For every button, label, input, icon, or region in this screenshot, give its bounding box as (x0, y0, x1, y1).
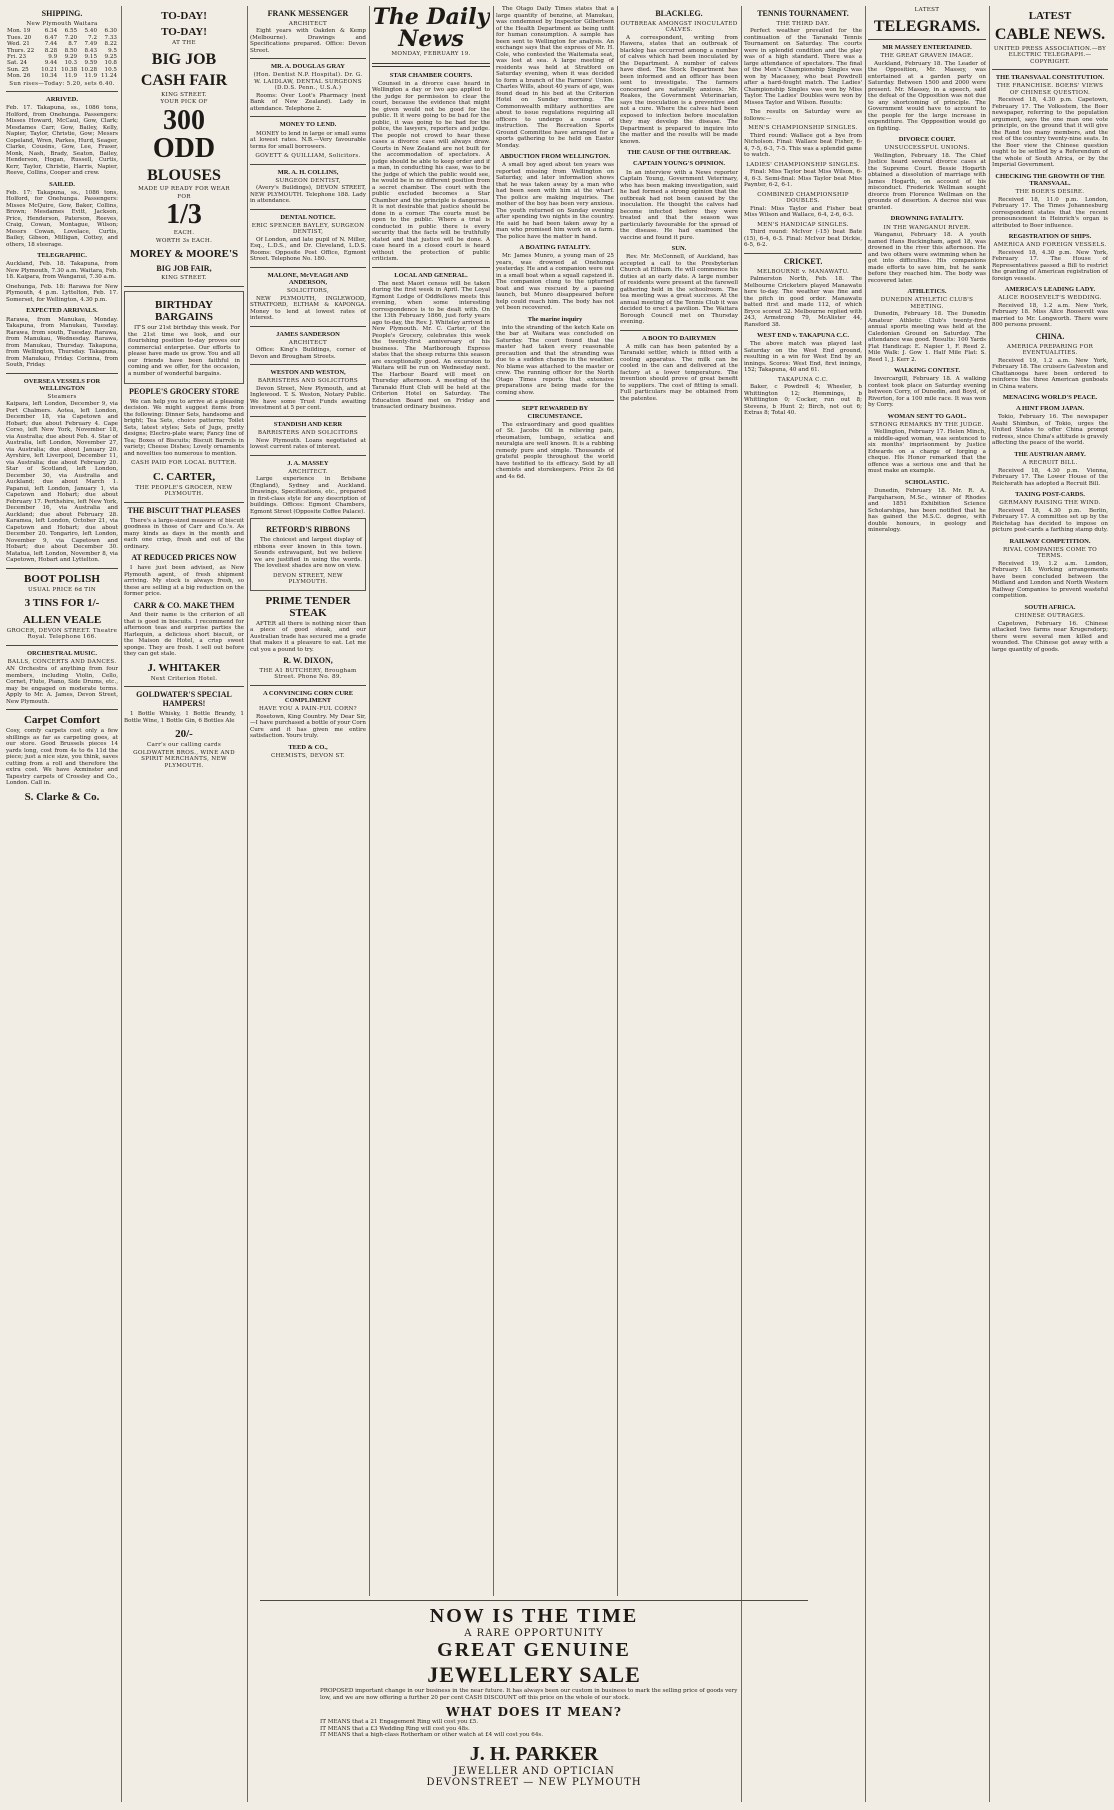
postcards-text: Received 18, 4.30 p.m. Berlin, February 17. A committee set up by the Reichstag has decided to impose on picture post-cards a farthing stamp duty. (992, 507, 1108, 534)
whitaker-sub: Next Criterion Hotel. (150, 675, 218, 682)
tide-cell: 11.24 (100, 73, 117, 80)
reward-text: The extraordinary and good qualities of St. Jacobs Oil in relieving pain, rheumatism, lumbago, sciatica and neuralgia are well known. It is a rubbing remedy pure and simple. Thousands of grateful people throughout the world have testified to its efficacy. Sold by all chemists and storekeepers. Price 2s 6d and 4s 6d. (496, 421, 614, 480)
gaol-sub: STRONG REMARKS BY THE JUDGE. (870, 421, 984, 428)
now-is-the-time: NOW IS THE TIME (429, 1605, 639, 1627)
tide-cell: 8.43 (84, 47, 98, 54)
tide-cell: 6.30 (104, 28, 117, 35)
for-label: FOR (177, 193, 191, 200)
athletics-sub: DUNEDIN ATHLETIC CLUB'S MEETING. (880, 297, 974, 310)
fatality-heading: A BOATING FATALITY. (519, 244, 591, 252)
malone-sub: SOLICITORS, (286, 288, 330, 295)
shipping-heading: SHIPPING. (41, 9, 83, 18)
tide-cell: 10.38 (61, 66, 78, 73)
blackleg-heading: BLACKLEG. (655, 9, 703, 18)
hamper-carr: Carr's our calling cards (146, 742, 222, 749)
china-heading: CHINA. (1035, 331, 1065, 341)
carpet-heading: Carpet Comfort (23, 714, 101, 727)
tide-cell: Wed. 21 (7, 41, 30, 48)
marine-heading: The marine inquiry (527, 315, 583, 323)
tide-cell: 9.29 (64, 53, 78, 60)
railway-text: Received 19, 1.2 a.m. London, February 18. Working arrangements have been concluded between the Midland and London and North Western Railway Companies to prevent wasteful competition. (992, 560, 1108, 600)
carr-text: And their name is the criterion of all that is good in biscuits. I recommend for afternoon teas and surprise parties the Harlequin, a delicious short biscuit, or the Maison de Hotel, a crisp sweet sponge. They are fresh. I sell out before they can get stale. (124, 612, 244, 658)
column-ads-left (124, 6, 244, 1802)
goldwater-heading: GOLDWATER'S SPECIAL HAMPERS! (136, 690, 232, 709)
menacing-heading: MENACING WORLD'S PEACE. (1002, 394, 1098, 402)
expected-heading: EXPECTED ARRIVALS. (26, 307, 98, 315)
tide-cell: 10.8 (104, 60, 117, 67)
africa-heading: SOUTH AFRICA. (1024, 603, 1076, 611)
worth-label: WORTH 3s EACH. (155, 237, 213, 244)
steamers-label: Steamers (47, 393, 77, 400)
tide-cell: Mon. 26 (7, 73, 31, 80)
biscuit-heading: THE BISCUIT THAT PLEASES (127, 505, 241, 515)
mean-2: IT MEANS that a £3 Wedding Ring will cost you 48s. (320, 1725, 470, 1732)
tide-cell: 9.9 (48, 53, 58, 60)
dairymen-text: A milk can has been patented by a Taranaki settler, which is fitted with a cooling apparatus. The milk can be cooled in the can and delivered at the factory at a lower temperature. The invention should prove of great benefit to suppliers. The cost of fitting is small. Full particulars may be obtained from the patentee. (620, 343, 738, 402)
postcards-sub: GERMANY RAISING THE WIND. (999, 500, 1101, 507)
boot-offer: 3 TINS FOR 1/- (24, 597, 100, 610)
weston-name: WESTON AND WESTON, (270, 369, 346, 377)
cause-heading: THE CAUSE OF THE OUTBREAK. (627, 149, 731, 157)
tide-cell: 7.20 (64, 34, 78, 41)
column5-top-text: The Otago Daily Times states that a large quantity of benzine, at Manukau, was condemned by Inspector Gilbertson of the Health Department as being unfit for human consumption. A sample has been sent to Wellington for analysis. An exchange says that the express of Mr. H. Cole, who contested the Waitemata seat, was lost at sea. A large meeting of residents was held at Stratford on Saturday evening, when it was decided to form a branch of the Farmers' Union. Charles Wills, about 40 years of age, was found dead in his bed at the Criterion Hotel on Sunday morning. The Commonwealth military authorities are about to issue regulations requiring all officers to undergo a course of instruction. The Recreation Sports Ground Committee have arranged for a sports gathering to be held on Easter Monday. (496, 6, 614, 149)
checking-heading: CHECKING THE GROWTH OF THE TRANSVAAL. (995, 172, 1105, 187)
tide-cell: 8.22 (104, 41, 117, 48)
transvaal-sub: THE FRANCHISE. BOERS' VIEWS OF CHINESE QUESTION. (996, 83, 1104, 96)
sun-text: Rev. Mr. McConnell, of Auckland, has accepted a call to the Presbyterian Church at Eltham. He will commence his duties at an early date. A large number of residents were present at the farewell gathering held in the schoolroom. The tea meeting was a great success. At the annual meeting of the Tennis Club it was decided to erect a pavilion. The Waitara Borough Council met on Thursday evening. (620, 254, 738, 326)
birthday-ad (124, 291, 244, 384)
column-rule (493, 6, 494, 1596)
what-does-it-mean: WHAT DOES IT MEAN? (446, 1705, 622, 1719)
blackleg-text: A correspondent, writing from Hawera, states that an outbreak of blackleg has occurred among a number of calves which had been inoculated by the Department. A number of calves have died. The Stock Department has been informed and an officer has been sent to investigate. The farmers concerned are naturally anxious. Mr. Reakes, the Government Veterinarian, says the inoculation is a preventive and not a cure. Where the calves had been exposed to infection before inoculation they may develop the disease. The Department is prepared to inquire into the matter and the results will be made known. (620, 34, 738, 145)
goldwater-sub: GOLDWATER BROS., WINE AND SPIRIT MERCHANTS, NEW PLYMOUTH. (133, 749, 235, 769)
telegrams-heading: TELEGRAMS. (873, 17, 981, 35)
tide-cell: 10.34 (41, 73, 58, 80)
china-sub: AMERICA PREPARING FOR EVENTUALITIES. (1006, 343, 1094, 357)
sailed-text: Feb. 17: Takapuna, ss., 1086 tons, Holford, for Onehunga. Passengers: Misses McQuire, Gow, Baker, Collins, Brown; Mesdames Evitt, Jackson, Price, Henderson, Paterson, Reeves, Craig, Cowan, Montague, Wilson; Messrs Cowan, Lovelace, Curtis, Bailey, Gibson, Milligan, Cottey, and others, 18 steerage. (6, 189, 118, 248)
captain-text: In an interview with a News reporter Captain Young, Government Veterinary, who has been making investigation, said he had formed a strong opinion that the outbreak had not been caused by the inoculation. He thought the calves had become infected before they were treated and that the season was particularly favourable for the spread of the disease. He had examined the vaccine and found it pure. (620, 169, 738, 241)
king-street: KING STREET. (161, 91, 207, 98)
music-sub: BALLS, CONCERTS AND DANCES. (7, 658, 117, 665)
tide-cell: 10.3 (64, 60, 78, 67)
whitaker: J. WHITAKER (147, 661, 221, 674)
divorce-text: Wellington, February 18. The Chief Justice heard several divorce cases at the Supreme Court. Bessie Hogarth obtained a dissolution of marriage with James Hogarth, on account of his misconduct. Frederick Wellman sought divorce from Florence Wellman on the grounds of desertion. A decree nisi was granted. (868, 152, 986, 211)
tide-cell: Tues. 20 (7, 34, 32, 41)
transvaal-heading: THE TRANSVAAL CONSTITUTION. (995, 74, 1105, 82)
tide-cell: 7.33 (104, 34, 117, 41)
reduced-heading: AT REDUCED PRICES NOW (131, 553, 237, 563)
handicap-text: Third round: McIvor (-15) beat Bate (15), 6-4, 6-3. Final: McIvor beat Dickie, 6-5, 6-2. (744, 229, 862, 249)
arrived-heading: ARRIVED. (46, 96, 78, 104)
dixon-sub: THE A1 BUTCHERY, Brougham Street. Phone No. 89. (259, 667, 357, 681)
column-rule (741, 6, 742, 1802)
issue-date: MONDAY, FEBRUARY 19. (391, 51, 471, 57)
austrian-heading: THE AUSTRIAN ARMY. (1014, 450, 1086, 458)
column-telegrams (868, 6, 986, 1802)
registration-text: Received 18, 4.30 p.m. New York, February 17. The House of Representatives passed a Bill to restrict the granting of American registration of foreign vessels. (992, 249, 1108, 282)
hamper-items: 1 Bottle Whisky, 1 Bottle Brandy, 1 Bottle Wine, 1 Bottle Gin, 6 Bottles Ale (124, 711, 244, 724)
hint-text: Tokio, February 16. The newspaper Asahi Shimbun, of Tokio, urges the United States to offer China prompt redress, since China's attitude is gravely affecting the peace of the world. (992, 414, 1108, 447)
birthday-heading: BIRTHDAY BARGAINS (154, 298, 214, 323)
column-shipping (6, 6, 118, 1802)
cricket-text: Palmerston North, Feb. 18. The Melbourne Cricketers played Manawatu here to-day. The weather was fine and the pitch in good order. Manawatu batted first and made 112, of which Bryce scored 32. Melbourne replied with 243, Armstrong 79, McAlister 44, Ransford 38. (744, 276, 862, 328)
jewellery-sale: JEWELLERY SALE (427, 1662, 641, 1687)
massey-entertained-heading: MR MASSEY ENTERTAINED. (882, 44, 972, 52)
messenger-name: FRANK MESSENGER (267, 9, 349, 18)
tide-cell: 7.44 (44, 41, 58, 48)
blouse-price: 1/3 (166, 199, 202, 231)
west-end-heading: WEST END v. TAKAPUNA C.C. (757, 332, 849, 340)
oversea-text: Kaipara, left London, December 9, via Port Chalmers. Aotea, left London, December 18, via Capetown and Hobart; due about February 4. Cape Corso, left New York, November 18, via Australia; due about Feb. 4. Star of Australia, left London, November 27, via Australia; due about January 20. Ayrshire, left Liverpool, December 11, via Australia; due about February 20. Star of Scotland, left London, December 30, via Australia and Auckland; due about March 1. Papanui, left London, January 1, via Capetown and Hobart; due about February 17. Perthshire, left New York, December 16, via Australia and Auckland; due about February 28. Karamea, left London, October 21, via Capetown and Hobart; due about December 20. Tongariro, left London, November 9, via Capetown and Hobart; due about December 30. Matatua, left London, November 8, via Capetown, Hobart and Lyttelton. (6, 401, 118, 564)
athletics-text: Dunedin, February 18. The Dunedin Amateur Athletic Club's twenty-first annual sports meeting was held at the Caledonian Ground on Saturday. The attendance was good. Results: 100 Yards Flat Handicap: E. Napier 1, F. Reed 2. Mile Walk: J. Gow 1. Half Mile Flat: S. Reed 1, J. Kerr 2. (868, 311, 986, 363)
tide-cell: 10.5 (104, 66, 117, 73)
boot-usual-price: USUAL PRICE 6d TIN (27, 586, 97, 593)
retford-text: The choicest and largest display of ribbons ever known in this town. Sounds extravagant, but we believe we are justified in using the words. The loveliest shades are now on view. (254, 537, 362, 569)
money-heading: MONEY TO LEND. (279, 121, 337, 129)
tide-row (6, 73, 118, 79)
today-2: TO-DAY! (161, 26, 207, 39)
tennis-third-day: THE THIRD DAY. (776, 20, 830, 27)
column-professional (250, 6, 366, 1596)
king-street-2: KING STREET. (161, 275, 207, 282)
cable-sub: UNITED PRESS ASSOCIATION.—BY ELECTRIC TELEGRAPH.—COPYRIGHT. (993, 45, 1107, 65)
tide-cell: 11.9 (84, 73, 98, 80)
sun-heading: SUN. (671, 245, 687, 253)
tennis-results-intro: The results on Saturday were as follows:— (744, 109, 862, 122)
tide-cell: 8.28 (44, 47, 58, 54)
biscuit-text: There's a large-sized measure of biscuit goodness in those of Carr and Co.'s. As many kinds as days in the month and each one crisp, fresh and out of the ordinary. (124, 517, 244, 550)
parker-sub: JEWELLER AND OPTICIAN (453, 1765, 615, 1777)
tide-cell: 8.7 (68, 41, 78, 48)
made-up: MADE UP READY FOR WEAR (138, 186, 230, 193)
hint-heading: A HINT FROM JAPAN. (1015, 405, 1084, 413)
tide-cell: Sat. 24 (7, 60, 28, 67)
today-1: TO-DAY! (161, 10, 207, 22)
column-rule (121, 6, 122, 1802)
tide-cell: 10.21 (41, 66, 58, 73)
reduced-text: I have just been advised, as New Plymouth agent, of fresh shipment arriving. My stock is always fresh, so these are selling at a big reduction on the former price. (124, 565, 244, 598)
divorce-sub: UNSUCCESSFUL UNIONS. (884, 145, 970, 152)
tides-heading: New Plymouth Waitara (26, 20, 98, 27)
handicap-heading: MEN'S HANDICAP SINGLES. (757, 221, 849, 228)
massey-sub: ARCHITECT. (288, 468, 328, 475)
cricket-sub: MELBOURNE v. MANAWATU. (756, 268, 850, 275)
messenger-architect: ARCHITECT (288, 20, 328, 27)
steak-text: AFTER all there is nothing nicer than a piece of good steak, and our Australian trade has secured me a grade that makes it a pleasure to eat. Let me cut you a pound to try. (250, 620, 366, 653)
registration-sub: AMERICA AND FOREIGN VESSELS. (993, 242, 1107, 249)
tide-cell: 7.49 (84, 41, 98, 48)
hamper-price: 20/- (175, 728, 193, 741)
scholastic-heading: SCHOLASTIC. (904, 478, 950, 486)
dixon-name: R. W. DIXON, (283, 656, 333, 666)
tide-cell: Fri. 23 (7, 53, 27, 60)
standish-text: New Plymouth. Loans negotiated at lowest current rates of interest. (250, 437, 366, 451)
leading-lady-text: Received 18, 1.2 a.m. New York, February 18. Miss Alice Roosevelt was married to Mr. Longworth. There were 800 persons present. (992, 302, 1108, 329)
column-rule (369, 6, 370, 1596)
gaol-heading: WOMAN SENT TO GAOL. (887, 412, 967, 420)
parker-name: J. H. PARKER (469, 1742, 599, 1765)
sanderson-sub: ARCHITECT (288, 339, 328, 346)
expected-text: Rarawa, from Manukau, Monday. Takapuna, from Manukau, Tuesday. Rarawa, from south, Tuesday. Rarawa, from Manukau, Wednesday. Rarawa, from Manukau, Thursday. Takapuna, from Wellington, Thursday. Takapuna, from Manukau, Friday. Corinna, from South, Friday. (6, 316, 118, 369)
carter: C. CARTER, (152, 470, 216, 483)
sun-times: Sun rises—Today: 5.20, sets 6.40. (9, 80, 115, 87)
standish-name: STANDISH AND KERR (273, 420, 343, 428)
carr-heading: CARR & CO. MAKE THEM (133, 600, 235, 610)
column-rule (989, 6, 990, 1802)
masthead: The Daily News (372, 6, 490, 52)
walking-heading: WALKING CONTEST. (894, 367, 960, 375)
steak-heading: PRIME TENDER STEAK (265, 594, 351, 619)
tennis-text: Perfect weather prevailed for the continuation of the Taranaki Tennis Tournament on Saturday. The courts were in splendid condition and the play was of a high standard. There was a large attendance of spectators. The final of the Men's Championship Singles was won by Macassey, who beat Powdrell after a hard-fought match. The Ladies' Championship Singles was won by Miss Taylor. The Ladies' Doubles were won by Misses Taylor and Wilson. Results: (744, 28, 862, 106)
cable-heading: CABLE NEWS. (994, 26, 1106, 44)
star-chamber-heading: STAR CHAMBER COURTS. (389, 71, 473, 79)
tide-cell: 9.5 (108, 47, 117, 54)
railway-sub: RIVAL COMPANIES COME TO TERMS. (1003, 546, 1097, 560)
tide-cell: 9.25 (104, 53, 117, 60)
messenger-text: Eight years with Oakden & Kemp (Melbourne). Drawings and Specifications prepared. Office: Devon Street. (250, 28, 366, 54)
govett-signature: GOVETT & QUILLIAM, Solicitors. (255, 153, 361, 160)
sanderson-text: Office: King's Buildings, corner of Devon and Brougham Streets. (250, 347, 366, 360)
weston-text: Devon Street, New Plymouth, and at Inglewood. T. S. Weston, Notary Public. We have some Trust Funds awaiting investment at 5 per cent. (250, 385, 366, 412)
telegraphic-text: Auckland, Feb. 18. Takapuna, from New Plymouth, 7.30 a.m. Waitara, Feb. 18. Kaipara, from Wanganui, 7.30 a.m. (6, 261, 118, 281)
abduction-text: A small boy aged about ten years was reported missing from Wellington on Saturday, and later information shows that he was taken away by a man who had been seen with him at the wharf. The police are making inquiries. The mother of the boy has been very anxious. The youth returned on Sunday evening after spending two nights in the country. He said he had been taken away by a man who promised him work on a farm. The police have the matter in hand. (496, 162, 614, 240)
malone-text: NEW PLYMOUTH, INGLEWOOD, STRATFORD, ELTHAM & KAPONGA. Money to lend at lowest rates of interest. (250, 295, 366, 322)
tide-cell: 9.44 (44, 60, 58, 67)
oversea-heading: OVERSEA VESSELS FOR WELLINGTON (23, 377, 101, 392)
gray-text: Rooms: Over Loot's Pharmacy (next Bank of New Zealand). Lady in attendance. Telephone 2. (250, 92, 366, 112)
peoples-heading: PEOPLE'S GROCERY STORE (129, 387, 239, 397)
scholastic-text: Dunedin, February 18. Mr. R. A. Farquharson, M.Sc., winner of Rhodes and 1851 Exhibition Science Scholarships, has been notified that he has gained the M.S.C. degree, with double honours, in geology and mineralogy. (868, 488, 986, 534)
fatality-text: Mr. James Munro, a young man of 25 years, was drowned at Onehunga yesterday. He and a companion were out in a small boat when a squall capsized it. The companion clung to the upturned boat and was rescued by a passing launch, but Munro disappeared before help could reach him. The body has not yet been recovered. (496, 253, 614, 312)
cricket-heading: CRICKET. (783, 256, 823, 266)
drowning-text: Wanganui, February 18. A youth named Hans Buckingham, aged 18, was drowned in the river this afternoon. He and two others were swimming when he got into difficulties. His companions made efforts to save him, but he sank before they reached him. The body was recovered later. (868, 232, 986, 284)
postcards-heading: TAXING POST-CARDS. (1015, 491, 1085, 499)
tide-cell: 8.50 (64, 47, 78, 54)
collins-name: MR. A. H. COLLINS, (277, 168, 339, 176)
tide-cell: 6.47 (44, 34, 58, 41)
massey-name: J. A. MASSEY (287, 459, 329, 467)
railway-heading: RAILWAY COMPETITION. (1009, 537, 1091, 545)
marine-text: into the stranding of the ketch Kate on the bar at Waitara was concluded on Saturday. The court found that the master had taken every reasonable precaution and that the stranding was due to a sudden change in the weather. No blame was attached to the master or crew. The running officer for the North Otago Times reports that extensive preparations are being made for the coming show. (496, 324, 614, 396)
leading-lady-sub: ALICE ROOSEVELT'S WEDDING. (998, 295, 1102, 302)
big-job: BIG JOB (151, 50, 217, 68)
parker-address: DEVONSTREET — NEW PLYMOUTH (426, 1776, 642, 1788)
local-heading: LOCAL AND GENERAL. (394, 271, 468, 279)
mens-singles-heading: MEN'S CHAMPIONSHIP SINGLES. (748, 125, 858, 132)
retford-sub: DEVON STREET, NEW PLYMOUTH. (272, 572, 343, 585)
your-pick: YOUR PICK OF (160, 99, 208, 106)
mixed-heading: COMBINED CHAMPIONSHIP DOUBLES. (757, 191, 849, 205)
tide-cell: Mon. 19 (7, 28, 31, 35)
west-end-text: The above match was played last Saturday on the West End ground, resulting in a win for West End by an innings. Scores: West End, first innings, 152; Takapuna, 40 and 61. (744, 341, 862, 374)
column-cable (992, 6, 1108, 1802)
austrian-text: Received 18, 4.30 p.m. Vienna, February 17. The Lower House of the Reichsrath has adopted a Recruit Bill. (992, 467, 1108, 487)
peoples-cash: CASH PAID FOR LOCAL BUTTER. (131, 460, 237, 467)
registration-heading: REGISTRATION OF SHIPS. (1008, 233, 1092, 241)
latest-label: LATEST (914, 7, 940, 13)
tide-cell: 9.15 (84, 53, 98, 60)
takapuna-heading: TAKAPUNA C.C. (777, 376, 829, 383)
column-news-1 (496, 6, 614, 1596)
column-rule (617, 6, 618, 1596)
corn-heading: A CONVINCING CORN CURE COMPLIMENT (262, 689, 354, 705)
mens-singles-text: Third round: Wallace got a bye from Nicholson. Final: Wallace beat Fisher, 6-4, 7-5, 6-3, 7-5. This was a splendid game to watch. (744, 132, 862, 159)
takapuna-list: Baker, c Powdrell 4; Wheeler, b Whittington 12; Hemmings, b Whittington 0; Cocker, run out 8; Stevens, b Hunt 2; Birch, not out 6; Extras 8; Total 40. (744, 384, 862, 417)
transvaal-text: Received 18, 4.30 p.m. Capetown, February 17. The Volksstem, the Boer newspaper, referring to the population argument, says the one man one vote principle, on the ground that it will give the Rand too many members, and the rest of the country twenty-nine seats. In the Boer view the Chinese question ought to be settled by a Referendum of the whole of South Africa, or by the Imperial Government. (992, 97, 1108, 169)
cash-fair: CASH FAIR (140, 72, 228, 90)
drowning-heading: DROWNING FATALITY. (890, 215, 964, 223)
tide-cell: 10.28 (81, 66, 98, 73)
morey-moore: MOREY & MOORE'S (129, 248, 239, 261)
captain-heading: CAPTAIN YOUNG'S OPINION. (633, 160, 725, 168)
walking-text: Invercargill, February 18. A walking contest took place on Saturday evening between Corry, of Dunedin, and Boyd, of Riverton, for a 100 mile race. It was won by Corry. (868, 376, 986, 409)
three-hundred: 300 (163, 104, 205, 136)
bayley-text: Of London, and late pupil of N. Miller, Esq., L.D.S., and Dr. Cleveland, L.D.S. Rooms: Opposite Post Office, Egmont Street. Telephone No. 180. (250, 236, 366, 263)
retford-heading: RETFORD'S RIBBONS (266, 525, 350, 535)
standish-sub: BARRISTERS AND SOLICITORS (257, 430, 359, 437)
tide-table (6, 28, 118, 79)
great-genuine: GREAT GENUINE (437, 1639, 631, 1661)
sanderson-name: JAMES SANDERSON (276, 330, 340, 338)
africa-sub: CHINESE OUTRAGES. (1014, 613, 1086, 620)
blackleg-sub: OUTBREAK AMONGST INOCULATED CALVES. (620, 20, 738, 34)
carter-sub: THE PEOPLE'S GROCER, NEW PLYMOUTH. (135, 484, 233, 498)
retford-ad (250, 518, 366, 590)
corn-text: Rosetown, King Country. My Dear Sir,—I have purchased a bottle of your Corn Cure and it has given me entire satisfaction. Yours truly. (250, 713, 366, 740)
peoples-text: We can help you to arrive at a pleasing decision. We might suggest items from the following: Dinner Sets, handsome and bright; Tea Sets, choice patterns; Toilet Sets, latest styles; Sets of Jugs, pretty designs; Electro-plate ware; Fancy line of Tea; Boxes of Biscuits; Biscuit Barrels in variety; Cheese Dishes; Lovely ornaments and novelties too numerous to mention. (124, 398, 244, 457)
tide-cell: 6.55 (64, 28, 78, 35)
mixed-text: Final: Miss Taylor and Fisher beat Miss Wilson and Wallace, 6-4, 2-6, 6-3. (744, 205, 862, 219)
arrived-text: Feb. 17. Takapuna, ss., 1086 tons, Holford, from Onehunga. Passengers: Misses Howard, McCaul, Gow, Clark; Mesdames Carr, Gow, Bailey, Kelly, Napier, Taylor, Christie, Gow; Messrs Copeland, Wren, Parkes, Hurd, Seager, Clarke, Cousins, Gow, Lee, Fraser, Monk, Nash, Brady, Seaton, Bailey, Henderson, Hogan, Russell, Curtis, Kerr, Taylor, Christie, Harris, Napier, Reeve, Collins, Cooper and crew. (6, 105, 118, 177)
telegraphic-heading: TELEGRAPHIC. (37, 252, 87, 260)
teed-name: TEED & CO., (288, 743, 328, 751)
malone-name: MALONE, McVEAGH AND ANDERSON, (267, 271, 349, 286)
jewellery-text: PROPOSED important change in our business in the near future. It has always been our custom in business to mark the selling price of goods very low, and we are now offering a further 20 per cent CASH DISCOUNT off this price on the whole of our stock. (320, 1688, 738, 1701)
corn-side: HAVE YOU A PAIN-FUL CORN? (259, 706, 357, 713)
teed-sub: CHEMISTS, DEVON ST. (271, 752, 345, 759)
gaol-text: Wellington, February 17. Helen Minch, a middle-aged woman, was sentenced to six months' imprisonment by Justice Edwards on a charge of forging a cheque. His Honor remarked that the offence was a serious one and that he must make an example. (868, 429, 986, 475)
drowning-sub: IN THE WANGANUI RIVER. (883, 224, 971, 231)
gray-sub: (Hon. Dentist N.P. Hospital). Dr. G. W. LAIDLAW, DENTAL SURGEONS (D.D.S. Penn., U.S.A.) (253, 72, 363, 92)
africa-text: Capetown, February 16. Chinese attacked two farms near Krugersdorp; there were several men killed and wounded. The Chinese got away with a large quantity of goods. (992, 620, 1108, 653)
each-label: EACH. (173, 230, 195, 237)
dental-notice: DENTAL NOTICE. (280, 213, 336, 221)
allen-veale-address: GROCER, DEVON STREET. Theatre Royal. Telephone 166. (6, 627, 118, 641)
tide-cell: 5.40 (84, 28, 98, 35)
boer-text: Received 18, 11.0 p.m. London, February 17. The Times Johannesburg correspondent states that the recent pronouncement in Heinrich's organ is attributed to Boer influence. (992, 196, 1108, 229)
rare-opportunity: A RARE OPPORTUNITY (464, 1628, 604, 1639)
star-chamber-text: Counsel in a divorce case heard in Wellington a day or two ago applied to the judge for permission to clear the court, because the evidence that might be given would not be good for the public. It it were going to be bad for the public, it was going to be bad for the police, the lawyers, reporters and judge. The people not crowd to hear these cases a divorce case will always draw. Courts in New Zealand are not built for the accommodation of spectators. A judge should be able to keep order and if a man, in conducting his case, was to be the judge of which the public would see, he would be in no different position from a secret chamber. The court with the public excluded becomes a Star Chamber and the principle is dangerous. It is not desirable that justice should be done in a corner. The courts must be open to the public. Where a trial is conducted in public there is every security that the facts will be truthfully stated and that justice will be done. A case heard in a closed court is heard without the protection of public criticism. (372, 80, 490, 263)
column-sport (744, 6, 862, 1802)
carpet-text: Cosy, comfy carpets cost only a few shillings as far as carpeting goes, at our store. Good Brussels pieces 14 yards long, cost from 4s to 6s 11d the piece; just a nice size, you think, saves cutting from a roll and therefore the extra cost. We have Axminster and Tapestry carpets of Crossley and Co., London. Call in. (6, 728, 118, 787)
cable-latest: LATEST (1028, 10, 1072, 22)
tide-cell: Thurs. 22 (7, 47, 35, 54)
weston-sub: BARRISTERS AND SOLICITORS (257, 378, 359, 385)
tennis-heading: TENNIS TOURNAMENT. (757, 9, 849, 18)
sailed-heading: SAILED. (49, 180, 75, 188)
mean-1: IT MEANS that a 21 Engagement Ring will cost you £5. (320, 1719, 479, 1725)
money-text: MONEY to lend in large or small sums at lowest rates. N.B.—Very favourable terms for small borrowers. (250, 130, 366, 150)
column-news-2 (620, 6, 738, 1596)
dairymen-heading: A BOON TO DAIRYMEN (642, 334, 716, 342)
boer-desire: THE BOER'S DESIRE. (1015, 189, 1085, 196)
birthday-text: IT'S our 21st birthday this week. For the 21st time we look, and our flourishing position to-day proves our commercial enterprise. Our efforts to please have made us grow. You and all our friends have been faithful in coming and we offer, for the occasion, a number of wonderful bargains. (128, 325, 240, 377)
collins-sub: SURGEON DENTIST, (275, 177, 341, 184)
music-text: AN Orchestra of anything from four members, including Violin, Cello, Cornet, Flute, Piano, Side Drums, etc., may be engaged on moderate terms. Apply to Mr. A. James, Devon Street, New Plymouth. (6, 666, 118, 705)
local-text: The next Maori census will be taken during the first week in April. The Loyal Egmont Lodge of Oddfellows meets this evening, when some interesting correspondence is to be dealt with. On the 13th February 1866, just forty years ago to-day, the Rev. J. Whiteley arrived in New Plymouth. Mr. C. Carter, of the People's Grocery, celebrates this week the twenty-first anniversary of his business. The Marlborough Express states that the sheep returns this season are exceptionally good. An excursion to Waitara will be run on Wednesday next. The Harbour Board will meet on Thursday afternoon. A meeting of the Taranaki Hunt Club will be held at the Criterion Hotel on Saturday. The Education Board met on Friday and transacted ordinary business. (372, 280, 490, 411)
allen-veale: ALLEN VEALE (22, 613, 102, 626)
reward-heading: SEPT REWARDED BY CIRCUMSTANCE. (521, 405, 589, 420)
odd: ODD (152, 132, 216, 164)
jewellery-sale-ad (260, 1600, 808, 1800)
column-editorial (372, 6, 490, 1596)
tide-cell: 6.34 (44, 28, 58, 35)
massey-text: Large experience in Brisbane (England), Sydney and Auckland. Drawings, Specifications, etc., prepared in first-class style for any description of buildings. Offices: Egmont Chambers, Egmont Street (Opposite Coffee Palace). (250, 476, 366, 515)
blouses: BLOUSES (147, 166, 221, 184)
massey-entertained-text: Auckland, February 18. The Leader of the Opposition, Mr. Massey, was entertained at a garden party on Saturday. Between 1500 and 2000 were present. Mr. Massey, in a speech, said the defeat of the Opposition was not due to any shortcoming of principle. The Government would have to account to the people for the large increase in expenditure. The Oppposition would go on fighting. (868, 60, 986, 132)
austrian-sub: A RECRUIT BILL. (1022, 460, 1078, 467)
tide-cell: 7.2 (88, 34, 98, 41)
clarke-signature: S. Clarke & Co. (24, 790, 100, 803)
china-text: Received 19, 1.2 a.m. New York, February 18. The cruisers Galveston and Chattanooga have been ordered to reinforce the three American gunboats in China waters. (992, 357, 1108, 390)
divorce-heading: DIVORCE COURT. (898, 136, 956, 144)
sailed2-text: Onehunga, Feb. 18: Rarawa for New Plymouth, 4 p.m. Lyttelton, Feb. 17. Somerset, for Wellington, 4.30 p.m. (6, 283, 118, 303)
leading-lady-heading: AMERICA'S LEADING LADY. (1004, 286, 1096, 294)
athletics-heading: ATHLETICS. (907, 288, 947, 296)
ladies-singles-heading: LADIES' CHAMPIONSHIP SINGLES. (746, 161, 860, 168)
mean-3: IT MEANS that a high-class Rotherham or other watch at £4 will cost you 64s. (320, 1732, 544, 1738)
ladies-singles-text: Final: Miss Taylor beat Miss Wilson, 6-4, 6-3. Semi-final: Miss Taylor beat Miss Paynter, 6-2, 6-1. (744, 169, 862, 189)
column-rule (865, 6, 866, 1802)
abduction-heading: ABDUCTION FROM WELLINGTON. (499, 153, 611, 160)
collins-text: (Avery's Buildings), DEVON STREET, NEW PLYMOUTH. Telephone 188. Lady in attendance. (250, 185, 366, 205)
gray-name: MR. A. DOUGLAS GRAY (271, 63, 345, 71)
bayley-name: ERIC SPENCER BAYLEY, SURGEON DENTIST, (251, 222, 365, 236)
at-the: AT THE (172, 40, 196, 47)
music-heading: ORCHESTRAL MUSIC. (26, 649, 98, 657)
big-job-fair: BIG JOB FAIR, (156, 263, 212, 273)
tide-cell: 9.59 (84, 60, 98, 67)
column-rule (247, 6, 248, 1802)
tide-cell: Sun. 25 (7, 66, 29, 73)
boot-polish-heading: BOOT POLISH (24, 572, 100, 585)
massey-entertained-sub: THE GREAT GRAVEN IMAGE. (880, 53, 974, 60)
tide-cell: 11.9 (64, 73, 78, 80)
